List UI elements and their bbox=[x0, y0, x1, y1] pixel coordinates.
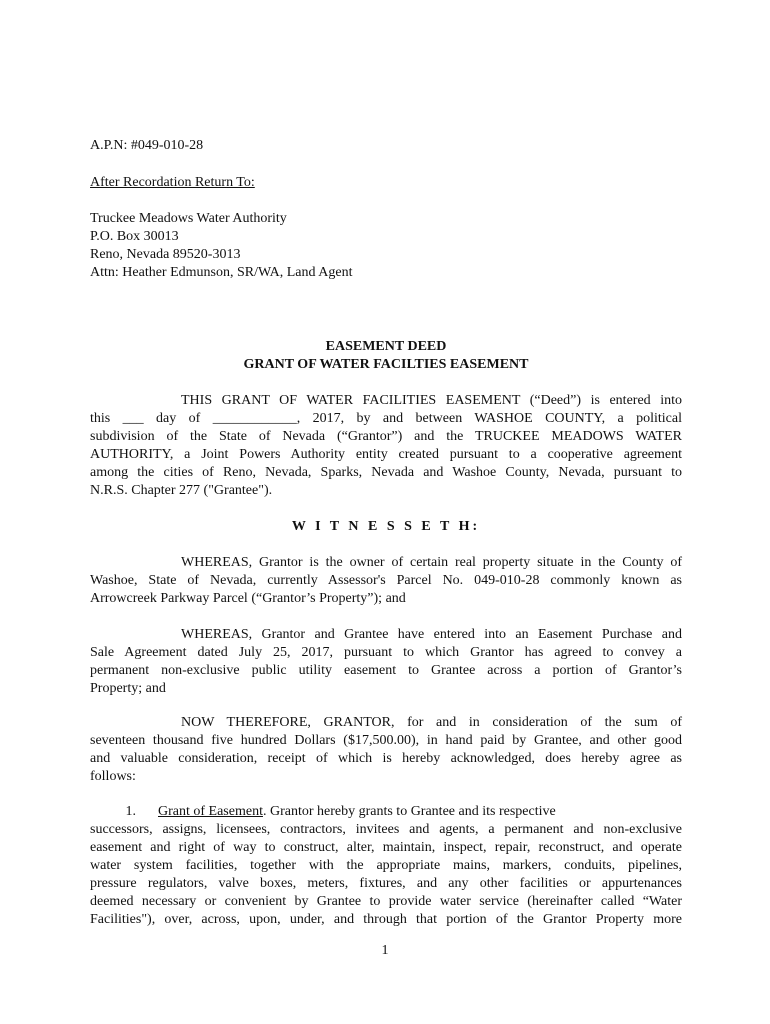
return-address bbox=[90, 210, 682, 282]
whereas1-line: Arrowcreek Parkway Parcel (“Grantor’s Property”); and bbox=[90, 591, 406, 606]
return-to-heading bbox=[90, 174, 682, 192]
deed-title bbox=[90, 338, 682, 374]
section-1-line: easement and right of way to construct, alter, maintain, inspect, repair, reconstruct, and operate bbox=[90, 840, 682, 855]
address-line: Attn: Heather Edmunson, SR/WA, Land Agent bbox=[90, 265, 353, 280]
title-line-2: GRANT OF WATER FACILTIES EASEMENT bbox=[243, 357, 529, 372]
intro-line: THIS GRANT OF WATER FACILITIES EASEMENT (“Deed”) is entered into bbox=[181, 393, 682, 408]
whereas2-line: Sale Agreement dated July 25, 2017, pursuant to which Grantor has agreed to convey a bbox=[90, 645, 682, 660]
section-1-line: pressure regulators, valve boxes, meters, fixtures, and any other facilities or appurtenances bbox=[90, 876, 682, 891]
whereas2-line: WHEREAS, Grantor and Grantee have entered into an Easement Purchase and bbox=[181, 627, 682, 642]
now-therefore-line: NOW THEREFORE, GRANTOR, for and in consideration of the sum of bbox=[181, 715, 682, 730]
whereas-paragraph-2 bbox=[90, 626, 682, 698]
section-number: 1. bbox=[125, 804, 136, 819]
now-therefore-line: and valuable consideration, receipt of which is hereby acknowledged, does hereby agree as bbox=[90, 751, 682, 766]
whereas2-line: permanent non-exclusive public utility easement to Grantee across a portion of Grantor’s bbox=[90, 663, 682, 678]
section-heading: Grant of Easement bbox=[158, 804, 263, 819]
intro-line: this ___ day of ____________, 2017, by and between WASHOE COUNTY, a political bbox=[90, 411, 682, 426]
section-1-line: deemed necessary or convenient by Grantee to provide water service (hereinafter called “Water bbox=[90, 894, 682, 909]
intro-line: AUTHORITY, a Joint Powers Authority entity created pursuant to a cooperative agreement bbox=[90, 447, 682, 462]
apn-line bbox=[90, 137, 682, 155]
whereas2-line: Property; and bbox=[90, 681, 166, 696]
intro-line: among the cities of Reno, Nevada, Sparks, Nevada and Washoe County, Nevada, pursuant to bbox=[90, 465, 682, 480]
now-therefore-line: seventeen thousand five hundred Dollars ($17,500.00), in hand paid by Grantee, and other good bbox=[90, 733, 682, 748]
address-line: P.O. Box 30013 bbox=[90, 229, 179, 244]
section-first-line-text: . Grantor hereby grants to Grantee and its respective bbox=[262, 804, 556, 819]
now-therefore-paragraph bbox=[90, 714, 682, 786]
witnesseth-heading bbox=[90, 518, 682, 536]
section-1-line: successors, assigns, licensees, contractors, invitees and agents, a permanent and non-exclusive bbox=[90, 822, 682, 837]
page-number: 1 bbox=[381, 943, 389, 958]
whereas1-line: WHEREAS, Grantor is the owner of certain real property situate in the County of bbox=[181, 555, 682, 570]
section-1-line: water system facilities, together with the appropriate mains, markers, conduits, pipelines, bbox=[90, 858, 682, 873]
address-line: Truckee Meadows Water Authority bbox=[90, 211, 287, 226]
intro-line: subdivision of the State of Nevada (“Grantor”) and the TRUCKEE MEADOWS WATER bbox=[90, 429, 682, 444]
whereas1-line: Washoe, State of Nevada, currently Assessor's Parcel No. 049-010-28 commonly known as bbox=[90, 573, 682, 588]
now-therefore-line: follows: bbox=[90, 769, 136, 784]
witnesseth-text: W I T N E S S E T H: bbox=[291, 519, 481, 534]
return-to-text: After Recordation Return To: bbox=[90, 175, 255, 190]
intro-paragraph bbox=[90, 392, 682, 500]
title-line-1: EASEMENT DEED bbox=[325, 339, 447, 354]
address-line: Reno, Nevada 89520-3013 bbox=[90, 247, 241, 262]
whereas-paragraph-1 bbox=[90, 554, 682, 608]
section-1-first-line bbox=[90, 803, 682, 821]
intro-line: N.R.S. Chapter 277 ("Grantee"). bbox=[90, 483, 273, 498]
section-1-line: Facilities"), over, across, upon, under, and through that portion of the Grantor Property more bbox=[90, 912, 682, 927]
section-1-grant-of-easement bbox=[90, 803, 682, 929]
apn-text: A.P.N: #049-010-28 bbox=[90, 138, 204, 153]
